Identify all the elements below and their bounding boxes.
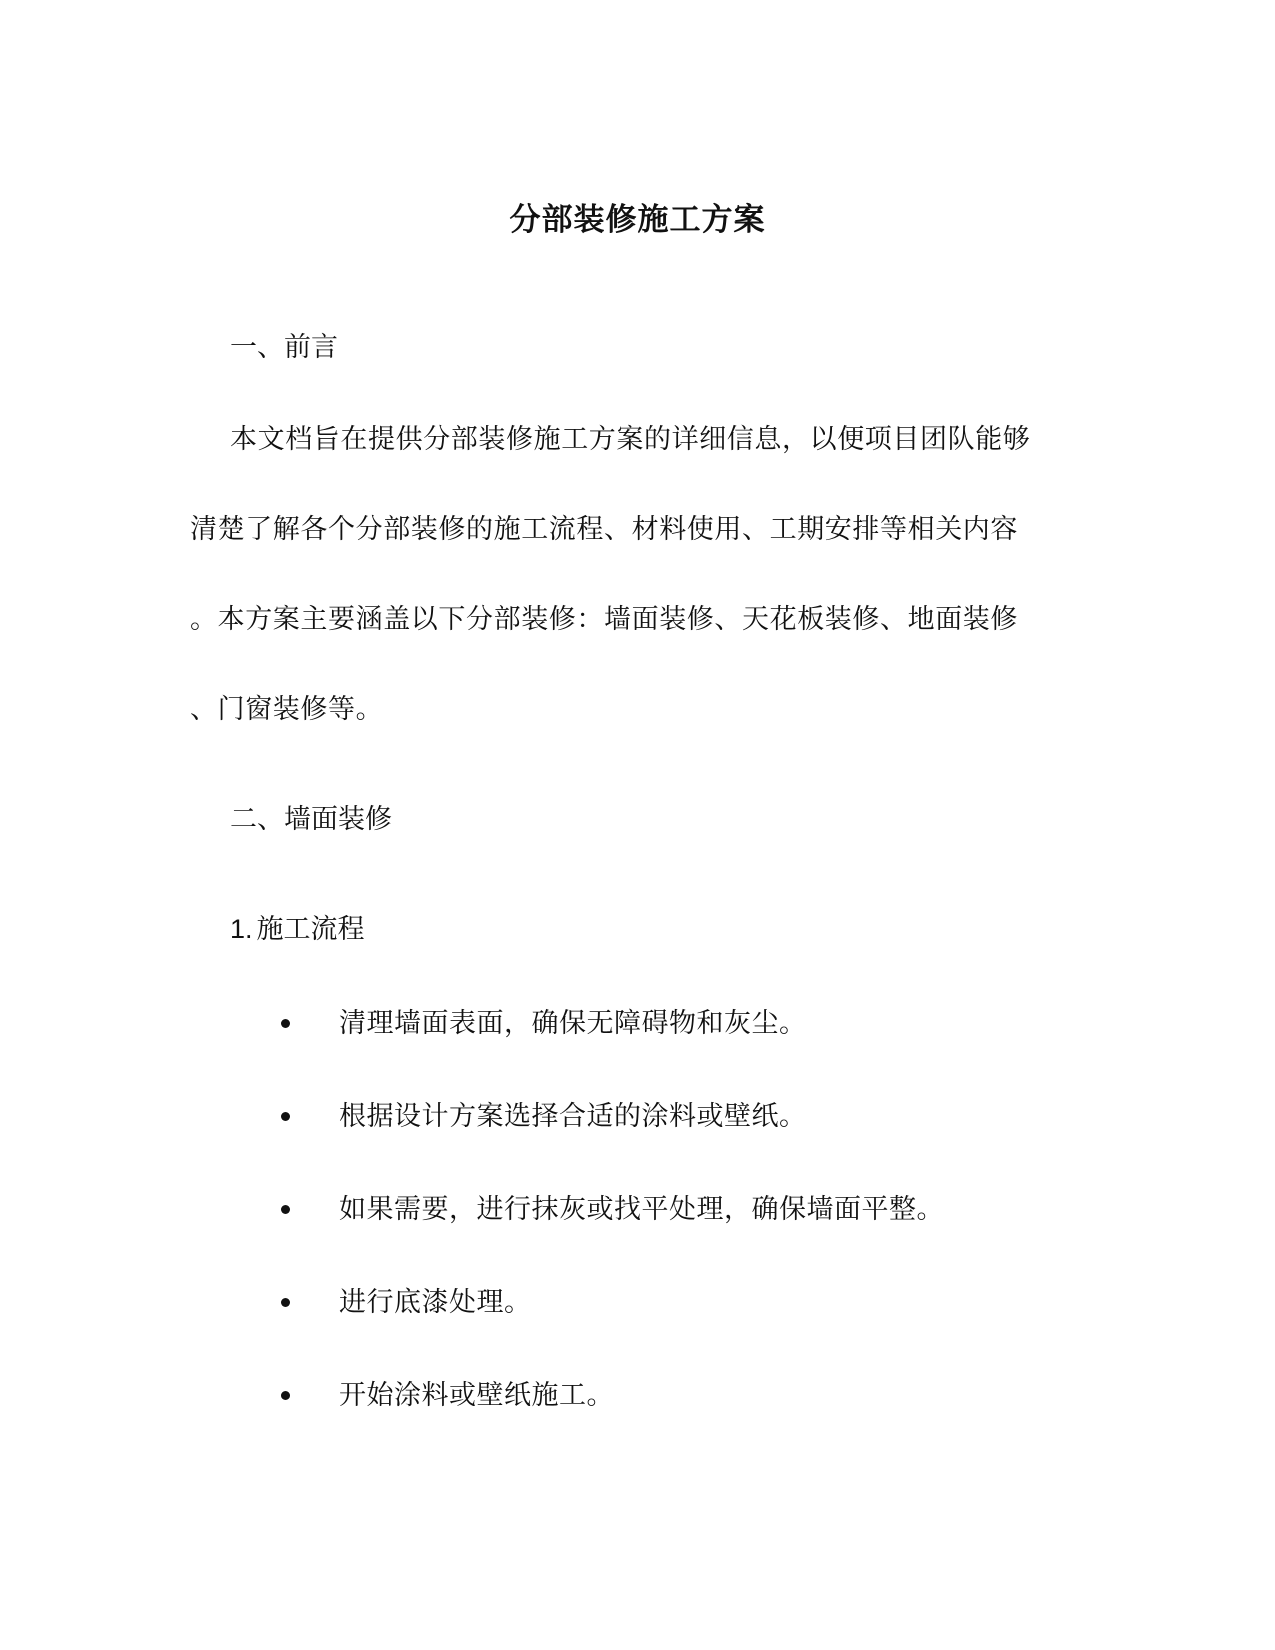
paragraph-line: 、门窗装修等。 <box>190 694 384 725</box>
bullet-icon <box>281 1112 290 1121</box>
document-title: 分部装修施工方案 <box>509 202 766 238</box>
bullet-icon <box>281 1391 290 1400</box>
subsection-number: 1. <box>230 914 253 944</box>
list-item <box>0 1004 1275 1044</box>
list-item <box>0 1190 1275 1230</box>
bullet-icon <box>281 1205 290 1214</box>
list-item <box>0 1283 1275 1323</box>
section-heading-wall: 二、墙面装修 <box>230 804 392 835</box>
paragraph-line: 本文档旨在提供分部装修施工方案的详细信息，以便项目团队能够 <box>230 424 1031 455</box>
paragraph-line: 。本方案主要涵盖以下分部装修：墙面装修、天花板装修、地面装修 <box>190 604 1018 635</box>
list-item-text: 进行底漆处理。 <box>339 1287 532 1318</box>
list-item-text: 根据设计方案选择合适的涂料或壁纸。 <box>339 1101 807 1132</box>
list-item-text: 如果需要，进行抹灰或找平处理，确保墙面平整。 <box>339 1194 944 1225</box>
list-item-text: 清理墙面表面，确保无障碍物和灰尘。 <box>339 1008 807 1039</box>
paragraph-line: 清楚了解各个分部装修的施工流程、材料使用、工期安排等相关内容 <box>190 514 1018 545</box>
list-item-text: 开始涂料或壁纸施工。 <box>339 1380 614 1411</box>
subsection-label: 施工流程 <box>256 914 365 945</box>
bullet-icon <box>281 1019 290 1028</box>
bullet-icon <box>281 1298 290 1307</box>
list-item <box>0 1376 1275 1416</box>
list-item <box>0 1097 1275 1137</box>
section-heading-preface: 一、前言 <box>230 332 338 363</box>
